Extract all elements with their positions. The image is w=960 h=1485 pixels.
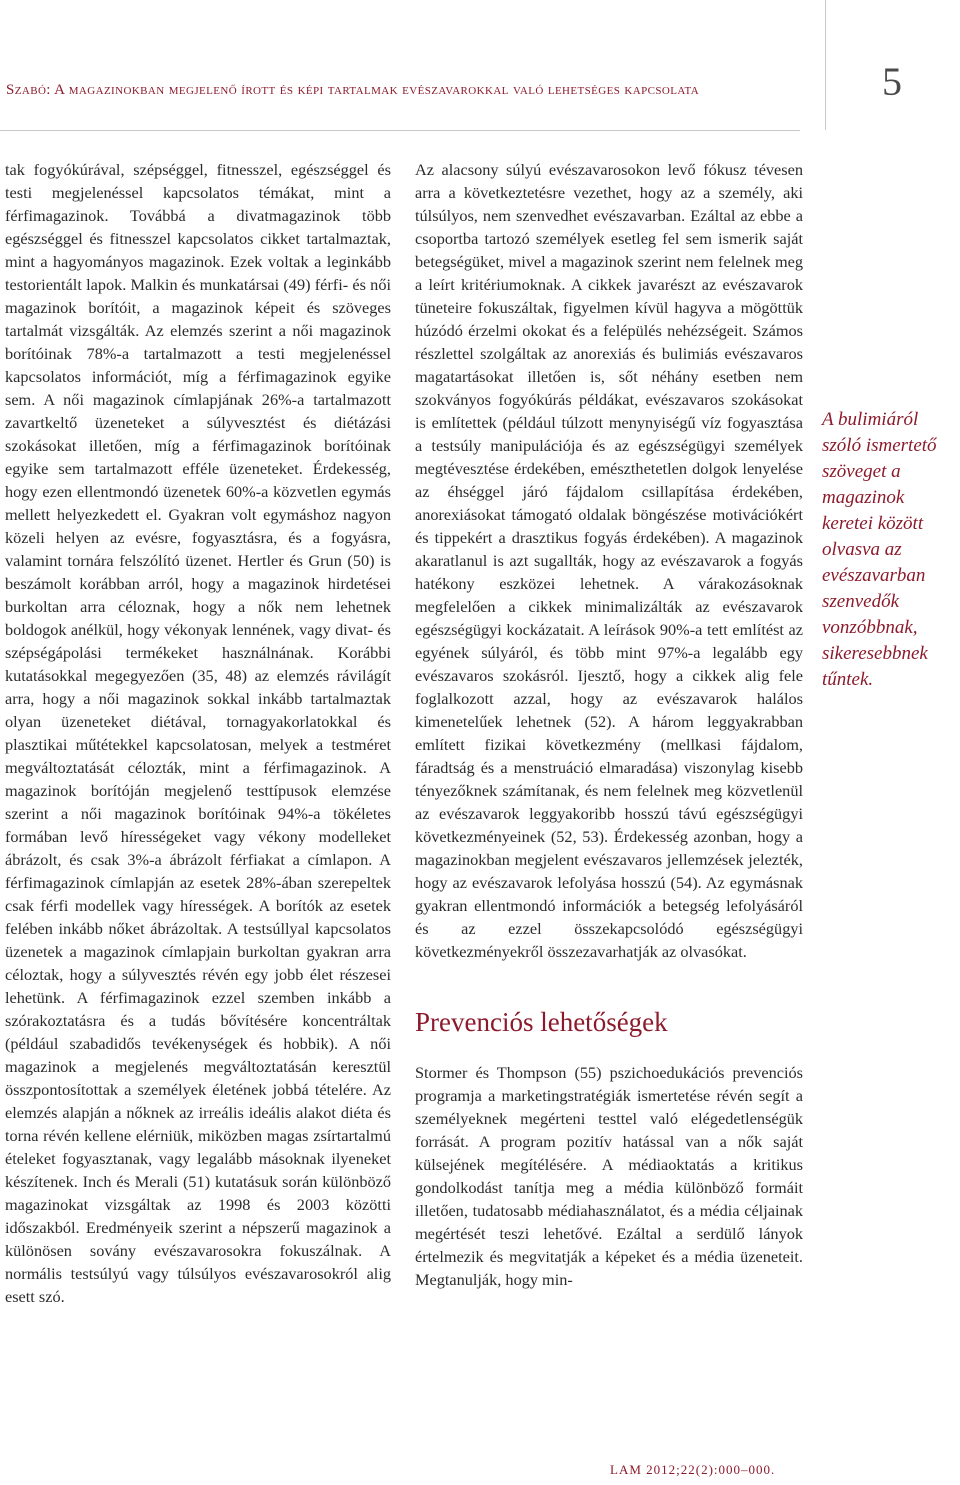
middle-column bbox=[415, 158, 803, 1291]
section-heading: Prevenciós lehetőségek bbox=[415, 1007, 668, 1037]
section-text: Stormer és Thompson (55) pszichoedukációs prevenciós programja a marketingstratégiák ismertetése révén segít a személyeknek megérteni testtel való elégedetlenségük forrását. A program pozitív hatással van a nők saját külsejének megítélésére. A médiaoktatás a kritikus gondolkodást tanítja meg a média különböző formáit illetően, tudatosabb médiahasználatot, és a média céljainak megértését teszi lehetővé. Ezáltal a serdülő lányok értelmezik és megvitatják a képeket és a média üzeneteit. Megtanulják, hogy min- bbox=[415, 1063, 803, 1289]
pull-quote: A bulimiáról szóló ismertető szöveget a magazinok keretei között olvasva az evészavarban szenvedők vonzóbbnak, sikeresebbnek tűntek. bbox=[822, 409, 937, 690]
footer-citation: LAM 2012;22(2):000–000. bbox=[610, 1462, 776, 1477]
running-title: Szabó: A magazinokban megjelenő írott és képi tartalmak evészavarokkal való lehetséges kapcsolata bbox=[6, 82, 700, 98]
middle-column-text: Az alacsony súlyú evészavarosokon levő fókusz tévesen arra a következtetésre vezethet, hogy az a személy, aki túlsúlyos, nem szenvedhet evészavarban. Ezáltal az ebbe a csoportba tartozó személyek esetleg fel sem ismerik saját betegségüket, mivel a magazinok szerint nem felelnek meg a leírt kritériumoknak. A cikkek javarészt az evészavarok tüneteire fokuszáltak, figyelmen kívül hagyva a mögöttük húzódó érzelmi okokat és a felépülés nehézségeit. Számos részlettel szolgáltak az anorexiás és bulimiás evészavaros magatartásokat illetően is, sőt néhány esetben nem szokványos fogyókúrás példákat, evészavaros szokásokat is említettek (például túlzott menynyiségű víz fogyasztása a testsúly manipulációja és az egészségügyi személyek megtévesztése érdekében, emészthetetlen dolgok lenyelése az éhséggel járó fájdalom csillapítása érdekében, anorexiásokat támogató oldalak böngészése motivációkért és tippekért a drasztikus fogyás érdekében). A magazinok akaratlanul is azt sugallták, hogy az evészavarok a fogyás hatékony eszközei lehetnek. A várakozásoknak megfelelően a cikkek minimalizálták az evészavarok egészségügyi kockázatait. A leírások 90%-a tett említést az egyének súlyáról, és több mint 97%-a legalább egy evészavaros szokásról. Ijesztő, hogy a cikkek alig fele foglalkozott azzal, hogy az evészavarok halálos kimenetelűek lehetnek (52). A három leggyakrabban említett fizikai következmény (mellkasi fájdalom, fáradtság és a menstruáció elmaradása) viszonylag kisebb tényezőknek számítanak, és nem felelnek meg közvetlenül az evészavarok leggyakoribb hosszú távú egészségügyi következményeinek (52, 53). Érdekesség azonban, hogy a magazinokban megjelent evészavaros jellemzések jelezték, hogy az evészavarok lefolyása hosszú (54). Az egymásnak gyakran ellentmondó információk a betegség lefolyásáról és az ezzel összekapcsolódó egészségügyi következményekről összezavarhatják az olvasókat. bbox=[415, 160, 803, 961]
page-header bbox=[0, 0, 960, 130]
left-column bbox=[5, 158, 391, 1308]
header-divider bbox=[825, 0, 826, 130]
header-rule bbox=[0, 130, 800, 131]
page-number: 5 bbox=[882, 59, 902, 104]
left-column-text: tak fogyókúrával, szépséggel, fitnesszel, egészséggel és testi megjelenéssel kapcsolatos témákat, mint a férfimagazinok. Továbbá a divatmagazinok több egészséggel és fitnesszel kapcsolatos cikket tartalmaztak, mint a hagyományos magazinok. Ezek voltak a leginkább testorientált lapok. Malkin és munkatársai (49) férfi- és női magazinok borítóit, a magazinok képeit és szöveges tartalmát vizsgálták. Az elemzés szerint a női magazinok borítóinak 78%-a tartalmazott a testi megjelenéssel kapcsolatos információt, míg a férfimagazinok egyike sem. A női magazinok címlapjának 26%-a tartalmazott zavartkeltő üzeneteket a súlyvesztést és diétázási szokásokat illetően, míg a férfimagazinok borítóinak egyike sem tartalmazott efféle üzeneteket. Érdekesség, hogy ezen ellentmondó üzenetek 60%-a közvetlen egymás mellett helyezkedett el. Gyakran volt egymáshoz nagyon közeli helyen az evésre, fogyasztásra, és a fogyásra, valamint tornára felszólító üzenet. Hertler és Grun (50) is beszámolt korábban arról, hogy a magazinok hirdetései burkoltan arra céloznak, hogy a nők nem lehetnek boldogok anélkül, hogy vékonyak lennének, vagy divat- és szépségápolási termékeket használnának. Korábbi kutatásokkal megegyezően (35, 48) az elemzés rávilágít arra, hogy a női magazinok sokkal inkább tartalmaztak olyan üzeneteket diétával, tornagyakorlatokkal és plasztikai műtétekkel kapcsolatosan, melyek a testméret megváltoztatását célozták, mint a férfimagazinok. A magazinok borítóján megjelenő testtípusok elemzése szerint a női magazinok borítóinak 94%-a tökéletes formában levő hírességeket vagy vékony modelleket ábrázolt, és csak 3%-a ábrázolt férfiakat a címlapon. A férfimagazinok címlapján az esetek 28%-ában szerepeltek csak férfi modellek vagy hírességek. A borítók az esetek felében inkább nőket ábrázoltak. A testsúllyal kapcsolatos üzenetek a magazinok címlapjain burkoltan gyakran arra céloztak, hogy a súlyvesztés révén egy jobb élet részesei lehetünk. A férfimagazinok ezzel szemben inkább a szórakoztatásra és a tudás bővítésére koncentráltak (például szabadidős tevékenységek és hobbik). A női magazinok a megjelenés megváltoztatásán keresztül összpontosítottak a személyek életének jobbá tételére. Az elemzés alapján a nőknek az irreális ideális alakot diéta és torna révén kellene elérniük, miközben magas zsírtartalmú ételeket fogyasztanak, vagy legalább másoknak ilyeneket készítenek. Inch és Merali (51) kutatásuk során különböző magazinokat vizsgáltak az 1998 és 2003 közötti időszakból. Eredményeik szerint a népszerű magazinok a különösen sovány evészavarosokra fokuszálnak. A normális testsúlyú vagy túlsúlyos evészavarosokról alig esett szó. bbox=[5, 160, 391, 1306]
